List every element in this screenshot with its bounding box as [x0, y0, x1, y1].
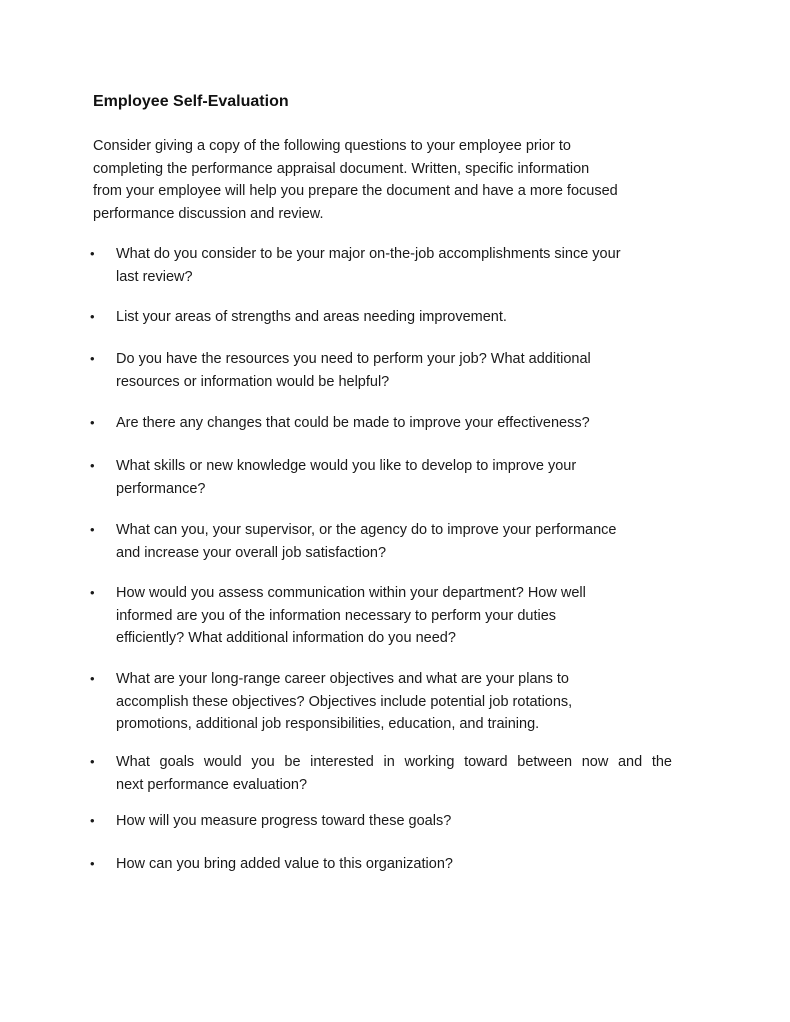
question-text [116, 243, 672, 288]
question-text [116, 582, 672, 650]
bullet-marker: • [90, 246, 95, 261]
bullet-marker: • [90, 522, 95, 537]
question-line: promotions, additional job responsibilities, education, and training. [116, 716, 540, 732]
question-line: What skills or new knowledge would you like to develop to improve your [116, 458, 577, 474]
question-line: Are there any changes that could be made to improve your effectiveness? [116, 415, 590, 431]
question-line: performance? [116, 480, 206, 497]
intro-line: from your employee will help you prepare the document and have a more focused [93, 183, 618, 199]
question-line: How will you measure progress toward these goals? [116, 813, 452, 829]
question-line: What are your long-range career objectives and what are your plans to [116, 671, 569, 687]
question-line: accomplish these objectives? Objectives include potential job rotations, [116, 693, 573, 710]
bullet-marker: • [90, 351, 95, 366]
question-text [116, 348, 672, 393]
bullet-marker: • [90, 856, 95, 871]
bullet-marker: • [90, 585, 95, 600]
intro-line: Consider giving a copy of the following questions to your employee prior to [93, 138, 571, 154]
question-line: How would you assess communication within your department? How well [116, 585, 586, 601]
question-line: and increase your overall job satisfaction? [116, 544, 387, 561]
question-line: last review? [116, 268, 193, 285]
bullet-marker: • [90, 754, 95, 769]
bullet-marker: • [90, 813, 95, 828]
question-line: What do you consider to be your major on-the-job accomplishments since your [116, 246, 621, 262]
question-text [116, 853, 672, 876]
page-title: Employee Self-Evaluation [93, 93, 289, 110]
question-line: next performance evaluation? [116, 776, 308, 793]
question-text [116, 455, 672, 500]
question-line: List your areas of strengths and areas needing improvement. [116, 309, 507, 325]
question-line: How can you bring added value to this organization? [116, 856, 453, 872]
question-line: What can you, your supervisor, or the agency do to improve your performance [116, 522, 617, 538]
bullet-marker: • [90, 671, 95, 686]
bullet-marker: • [90, 309, 95, 324]
intro-line: completing the performance appraisal document. Written, specific information [93, 160, 590, 177]
question-line: What goals would you be interested in working toward between now and the [116, 754, 672, 770]
question-text [116, 810, 672, 833]
question-text [116, 412, 672, 435]
intro-paragraph [93, 135, 653, 225]
intro-line: performance discussion and review. [93, 205, 324, 222]
question-text [116, 751, 672, 796]
question-text [116, 519, 672, 564]
bullet-marker: • [90, 458, 95, 473]
question-line: resources or information would be helpful? [116, 373, 390, 390]
question-line: Do you have the resources you need to perform your job? What additional [116, 351, 591, 367]
question-text [116, 668, 672, 736]
question-line: efficiently? What additional information do you need? [116, 630, 456, 646]
bullet-marker: • [90, 415, 95, 430]
question-text [116, 306, 672, 329]
question-line: informed are you of the information necessary to perform your duties [116, 607, 557, 624]
